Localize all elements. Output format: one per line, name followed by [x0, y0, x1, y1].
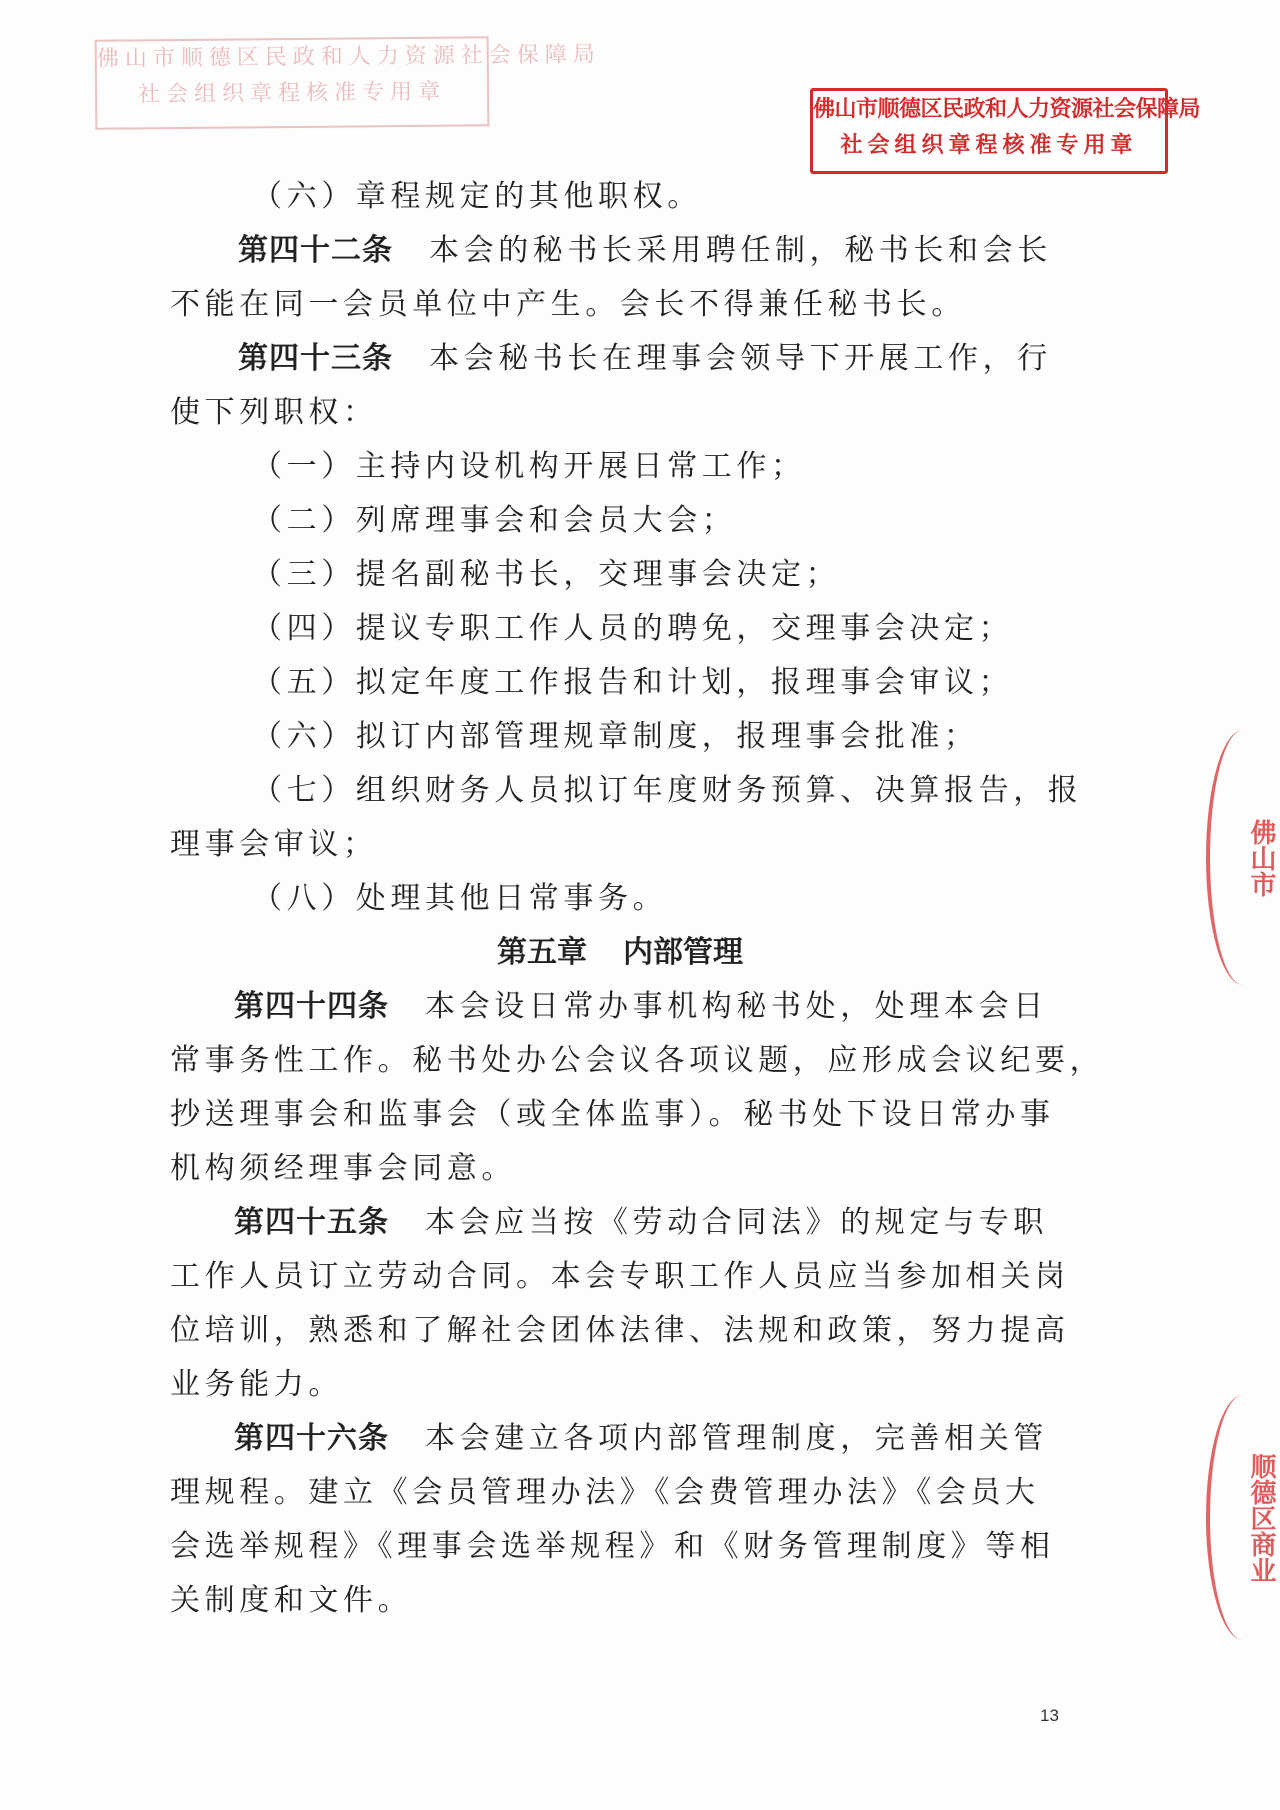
article-45-line [234, 1203, 1048, 1243]
article-text: 本会建立各项内部管理制度，完善相关管 [425, 1421, 1048, 1456]
chapter-number: 第五章 [497, 935, 587, 970]
article-title: 第四十三条 [238, 341, 393, 376]
body-line: 会选举规程》《理事会选举规程》和《财务管理制度》等相 [170, 1529, 1055, 1564]
body-line: （五）拟定年度工作报告和计划，报理事会审议； [252, 665, 1014, 700]
faint-stamp-line1: 佛山市顺德区民政和人力资源社会保障局 [96, 42, 601, 72]
article-44-line [234, 987, 1048, 1027]
article-title: 第四十四条 [234, 989, 389, 1024]
body-line: （七）组织财务人员拟订年度财务预算、决算报告，报 [252, 773, 1083, 808]
faint-seal-stamp [95, 36, 601, 129]
edge-seal-fragment-2: 顺德区商业 [1206, 1395, 1280, 1640]
chapter-heading [170, 933, 1070, 973]
article-text: 本会应当按《劳动合同法》的规定与专职 [425, 1205, 1048, 1240]
article-text: 本会秘书长在理事会领导下开展工作，行 [429, 341, 1052, 376]
article-42-line [238, 231, 1052, 271]
body-line: （一）主持内设机构开展日常工作； [252, 449, 806, 484]
article-title: 第四十二条 [238, 233, 393, 268]
article-title: 第四十五条 [234, 1205, 389, 1240]
body-line: 不能在同一会员单位中产生。会长不得兼任秘书长。 [170, 287, 966, 322]
chapter-title: 内部管理 [623, 935, 743, 970]
body-line: 理事会审议； [170, 827, 378, 862]
page-number: 13 [1040, 1706, 1059, 1725]
approval-seal-stamp [810, 88, 1201, 174]
body-line: 理规程。建立《会员管理办法》《会费管理办法》《会员大 [170, 1475, 1040, 1510]
article-43-line [238, 339, 1052, 379]
body-line: 机构须经理事会同意。 [170, 1151, 516, 1186]
body-line: （六）拟订内部管理规章制度，报理事会批准； [252, 719, 979, 754]
article-text: 本会的秘书长采用聘任制，秘书长和会长 [429, 233, 1052, 268]
body-line: 使下列职权： [170, 395, 378, 430]
stamp-purpose: 社会组织章程核准专用章 [840, 133, 1138, 158]
body-line: 业务能力。 [170, 1367, 343, 1402]
body-line: 常事务性工作。秘书处办公会议各项议题，应形成会议纪要， [170, 1043, 1105, 1078]
article-title: 第四十六条 [234, 1421, 389, 1456]
body-line: 关制度和文件。 [170, 1583, 413, 1618]
article-46-line [234, 1419, 1048, 1459]
body-line: （六）章程规定的其他职权。 [252, 179, 702, 214]
body-line: （八）处理其他日常事务。 [252, 881, 668, 916]
faint-stamp-line2: 社会组织章程核准专用章 [137, 79, 447, 108]
body-line: 位培训，熟悉和了解社会团体法律、法规和政策，努力提高 [170, 1313, 1070, 1348]
article-text: 本会设日常办事机构秘书处，处理本会日 [425, 989, 1048, 1024]
edge-seal-fragment-1: 佛山市 [1206, 730, 1280, 985]
body-line: （四）提议专职工作人员的聘免，交理事会决定； [252, 611, 1014, 646]
body-line: （三）提名副秘书长，交理事会决定； [252, 557, 841, 592]
body-line: 工作人员订立劳动合同。本会专职工作人员应当参加相关岗 [170, 1259, 1070, 1294]
body-line: 抄送理事会和监事会（或全体监事）。秘书处下设日常办事 [170, 1097, 1055, 1132]
stamp-authority-name: 佛山市顺德区民政和人力资源社会保障局 [813, 97, 1201, 122]
body-line: （二）列席理事会和会员大会； [252, 503, 737, 538]
